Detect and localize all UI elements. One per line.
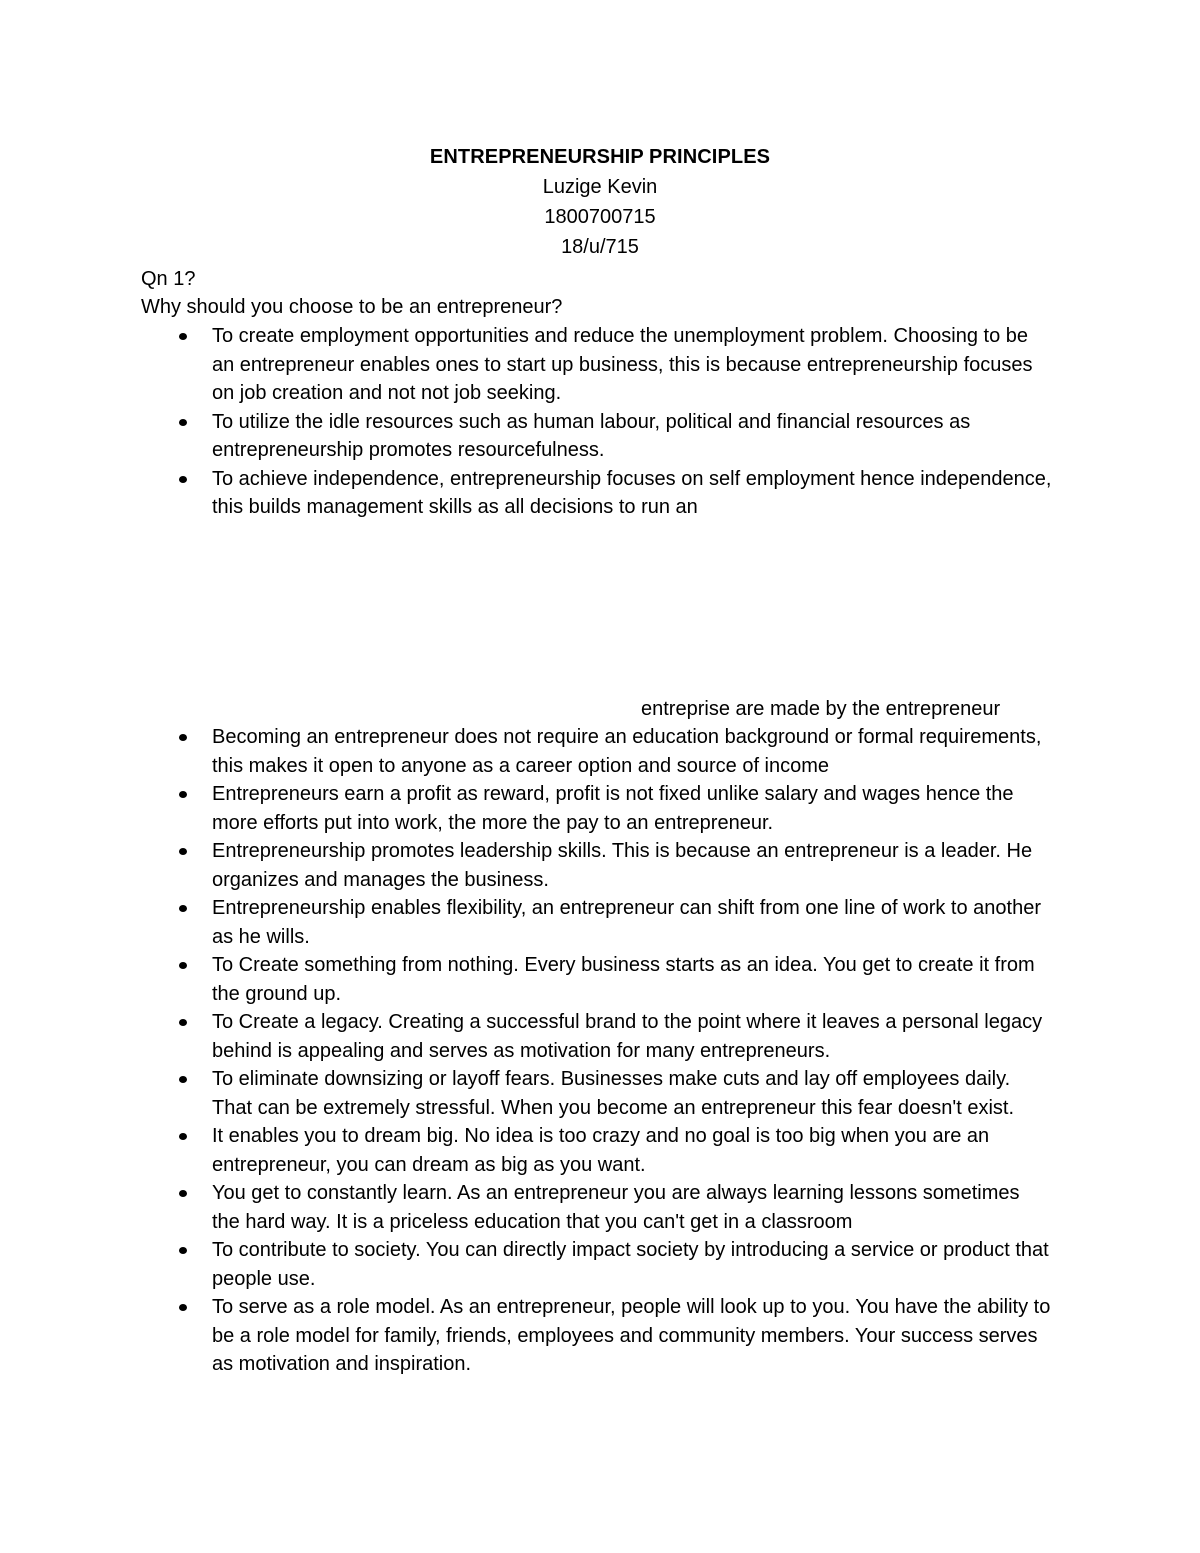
bullet-icon (179, 1190, 187, 1197)
list-item-text: It enables you to dream big. No idea is too crazy and no goal is too big when you are an entrepreneur, you can dream as big as you want. (212, 1125, 990, 1176)
list-item (141, 1008, 1052, 1065)
list-item (141, 837, 1052, 894)
bullet-icon (179, 1133, 187, 1140)
list-item-text: Entrepreneurs earn a profit as reward, profit is not fixed unlike salary and wages hence the more efforts put into work, the more the pay to an entrepreneur. (212, 783, 1014, 834)
list-item (141, 322, 1052, 408)
student-number: 1800700715 (544, 206, 656, 228)
list-item-text: To serve as a role model. As an entrepreneur, people will look up to you. You have the ability to be a role model for family, friends, employees and community members. Your success serves as motivation and inspiration. (212, 1296, 1051, 1375)
registration-number: 18/u/715 (561, 236, 639, 258)
bullet-icon (179, 1076, 187, 1083)
list-item-text: Becoming an entrepreneur does not require an education background or formal requirements, this makes it open to anyone as a career option and source of income (212, 726, 1042, 777)
question-block (141, 265, 1061, 321)
bullet-icon (179, 1304, 187, 1311)
bullet-icon (179, 1019, 187, 1026)
bullet-icon (179, 476, 187, 483)
question-text: Why should you choose to be an entrepreneur? (141, 296, 563, 318)
bullet-icon (179, 1247, 187, 1254)
list-item-text: To contribute to society. You can directly impact society by introducing a service or product that people use. (212, 1239, 1049, 1290)
list-item (141, 951, 1052, 1008)
list-item-text: You get to constantly learn. As an entrepreneur you are always learning lessons sometimes the hard way. It is a priceless education that you can't get in a classroom (212, 1182, 1020, 1233)
question-label: Qn 1? (141, 268, 196, 290)
list-item-text: To Create something from nothing. Every business starts as an idea. You get to create it from the ground up. (212, 954, 1035, 1005)
list-item (141, 780, 1052, 837)
document-header (0, 142, 1200, 262)
list-item (141, 1293, 1052, 1379)
list-item-text: To create employment opportunities and reduce the unemployment problem. Choosing to be an entrepreneur enables ones to start up business, this is because entrepreneurship focuses on job creation and not not job seeking. (212, 325, 1033, 404)
bullet-list-part-1 (141, 322, 1061, 522)
list-item (141, 1179, 1052, 1236)
bullet-icon (179, 333, 187, 340)
bullet-icon (179, 734, 187, 741)
list-item (141, 723, 1052, 780)
continuation-text: entreprise are made by the entrepreneur (641, 698, 1001, 720)
bullet-icon (179, 962, 187, 969)
bullet-icon (179, 419, 187, 426)
list-item-text: To utilize the idle resources such as human labour, political and financial resources as entrepreneurship promotes resourcefulness. (212, 410, 971, 461)
list-item (141, 894, 1052, 951)
bullet-icon (179, 905, 187, 912)
bullet-icon (179, 848, 187, 855)
bullet-icon (179, 791, 187, 798)
list-item-text: Entrepreneurship enables flexibility, an entrepreneur can shift from one line of work to another as he wills. (212, 897, 1041, 948)
list-item-text: To eliminate downsizing or layoff fears. Businesses make cuts and lay off employees daily. That can be extremely stressful. When you become an entrepreneur this fear doesn't exist. (212, 1068, 1015, 1119)
list-item (141, 1122, 1052, 1179)
list-item (141, 465, 1052, 522)
document-title: ENTREPRENEURSHIP PRINCIPLES (429, 146, 771, 168)
list-item (141, 408, 1052, 465)
list-item (141, 1065, 1052, 1122)
bullet-list-part-2 (141, 723, 1061, 1379)
list-item (141, 1236, 1052, 1293)
list-item-text: To achieve independence, entrepreneurship focuses on self employment hence independence, this builds management skills as all decisions to run an (212, 467, 1052, 518)
list-item-text: Entrepreneurship promotes leadership skills. This is because an entrepreneur is a leader. He organizes and manages the business. (212, 840, 1033, 891)
list-item-text: To Create a legacy. Creating a successful brand to the point where it leaves a personal legacy behind is appealing and serves as motivation for many entrepreneurs. (212, 1011, 1043, 1062)
author-name: Luzige Kevin (542, 176, 658, 198)
